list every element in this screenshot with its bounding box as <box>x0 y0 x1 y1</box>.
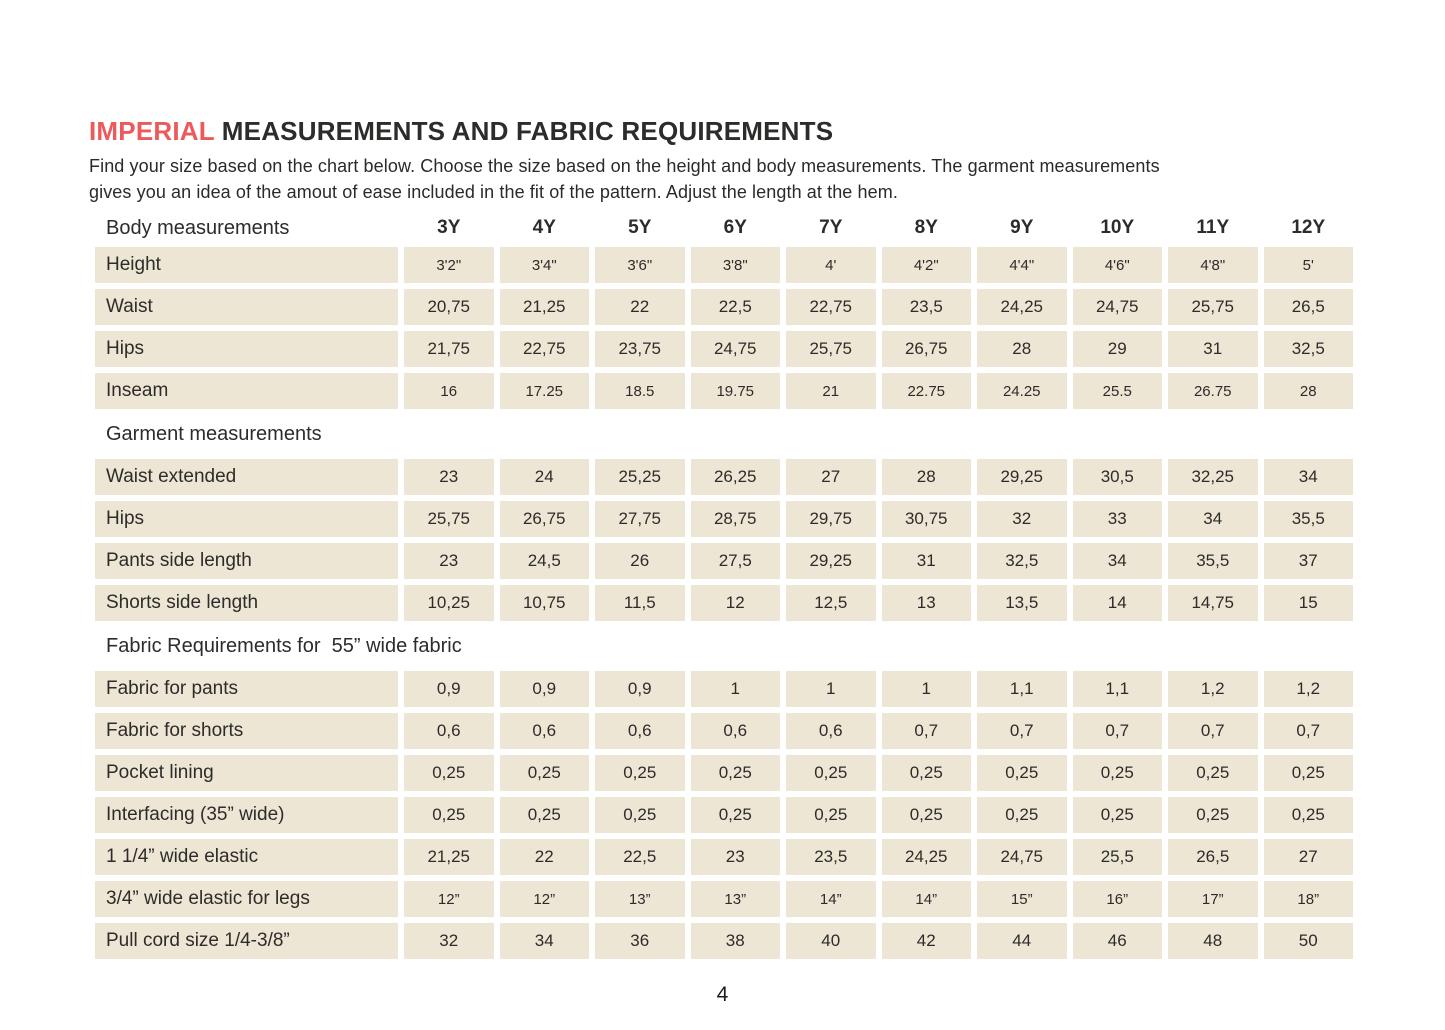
row-label: Fabric for pants <box>95 671 398 707</box>
value-cell: 0,25 <box>1168 797 1258 833</box>
value-cell: 16 <box>404 373 494 409</box>
value-cell: 34 <box>1264 459 1354 495</box>
value-cell: 1 <box>691 671 781 707</box>
value-cell: 1,2 <box>1168 671 1258 707</box>
value-cell: 24,25 <box>882 839 972 875</box>
value-cell: 28 <box>1264 373 1354 409</box>
value-cell: 26.75 <box>1168 373 1258 409</box>
value-cell: 0,25 <box>786 797 876 833</box>
value-cell: 4'2" <box>882 247 972 283</box>
value-cell: 26,75 <box>882 331 972 367</box>
value-cell: 14” <box>882 881 972 917</box>
value-cell: 0,9 <box>500 671 590 707</box>
value-cell: 38 <box>691 923 781 959</box>
value-cell: 5' <box>1264 247 1354 283</box>
value-cell: 50 <box>1264 923 1354 959</box>
value-cell: 0,7 <box>882 713 972 749</box>
value-cell: 12” <box>500 881 590 917</box>
value-cell: 0,25 <box>882 797 972 833</box>
value-cell: 1 <box>882 671 972 707</box>
intro-line-2: gives you an idea of the amout of ease included in the fit of the pattern. Adjust the length at the hem. <box>89 182 898 202</box>
value-cell: 12” <box>404 881 494 917</box>
value-cell: 22,75 <box>500 331 590 367</box>
value-cell: 0,25 <box>882 755 972 791</box>
section-header: Fabric Requirements for 55” wide fabric <box>95 627 1353 665</box>
value-cell: 29,75 <box>786 501 876 537</box>
value-cell: 32 <box>404 923 494 959</box>
row-label: 3/4” wide elastic for legs <box>95 881 398 917</box>
value-cell: 10,75 <box>500 585 590 621</box>
value-cell: 31 <box>1168 331 1258 367</box>
value-cell: 22,5 <box>595 839 685 875</box>
value-cell: 21,75 <box>404 331 494 367</box>
value-cell: 4'6" <box>1073 247 1163 283</box>
value-cell: 4' <box>786 247 876 283</box>
value-cell: 1,2 <box>1264 671 1354 707</box>
size-column-header: 12Y <box>1291 217 1326 238</box>
value-cell: 25,25 <box>595 459 685 495</box>
value-cell: 48 <box>1168 923 1258 959</box>
value-cell: 15 <box>1264 585 1354 621</box>
value-cell: 32,5 <box>977 543 1067 579</box>
value-cell: 14 <box>1073 585 1163 621</box>
value-cell: 17.25 <box>500 373 590 409</box>
row-label: Shorts side length <box>95 585 398 621</box>
value-cell: 30,75 <box>882 501 972 537</box>
value-cell: 0,9 <box>404 671 494 707</box>
value-cell: 28 <box>977 331 1067 367</box>
value-cell: 18” <box>1264 881 1354 917</box>
value-cell: 29 <box>1073 331 1163 367</box>
value-cell: 34 <box>1168 501 1258 537</box>
value-cell: 4'4" <box>977 247 1067 283</box>
value-cell: 12 <box>691 585 781 621</box>
size-column-header: 4Y <box>532 217 556 238</box>
value-cell: 0,9 <box>595 671 685 707</box>
value-cell: 0,25 <box>404 797 494 833</box>
value-cell: 24,75 <box>1073 289 1163 325</box>
value-cell: 23 <box>404 543 494 579</box>
value-cell: 27,75 <box>595 501 685 537</box>
row-label: Interfacing (35” wide) <box>95 797 398 833</box>
value-cell: 0,25 <box>1073 797 1163 833</box>
value-cell: 3'4" <box>500 247 590 283</box>
value-cell: 25.5 <box>1073 373 1163 409</box>
value-cell: 35,5 <box>1264 501 1354 537</box>
value-cell: 0,25 <box>595 797 685 833</box>
value-cell: 0,25 <box>595 755 685 791</box>
value-cell: 35,5 <box>1168 543 1258 579</box>
page-title-rest: MEASUREMENTS AND FABRIC REQUIREMENTS <box>221 116 834 146</box>
value-cell: 32 <box>977 501 1067 537</box>
row-label: Height <box>95 247 398 283</box>
value-cell: 12,5 <box>786 585 876 621</box>
value-cell: 1,1 <box>977 671 1067 707</box>
value-cell: 26,25 <box>691 459 781 495</box>
value-cell: 22.75 <box>882 373 972 409</box>
value-cell: 0,6 <box>404 713 494 749</box>
value-cell: 0,6 <box>786 713 876 749</box>
row-label: Waist <box>95 289 398 325</box>
value-cell: 32,5 <box>1264 331 1354 367</box>
value-cell: 24,75 <box>691 331 781 367</box>
size-column-header: 10Y <box>1100 217 1135 238</box>
value-cell: 29,25 <box>786 543 876 579</box>
value-cell: 40 <box>786 923 876 959</box>
row-label: Fabric for shorts <box>95 713 398 749</box>
value-cell: 25,75 <box>404 501 494 537</box>
value-cell: 34 <box>500 923 590 959</box>
value-cell: 27 <box>1264 839 1354 875</box>
value-cell: 14” <box>786 881 876 917</box>
value-cell: 18.5 <box>595 373 685 409</box>
value-cell: 0,6 <box>691 713 781 749</box>
value-cell: 17” <box>1168 881 1258 917</box>
value-cell: 23,75 <box>595 331 685 367</box>
value-cell: 28,75 <box>691 501 781 537</box>
value-cell: 0,25 <box>404 755 494 791</box>
value-cell: 3'8" <box>691 247 781 283</box>
row-label: Pants side length <box>95 543 398 579</box>
value-cell: 0,25 <box>977 797 1067 833</box>
value-cell: 27 <box>786 459 876 495</box>
value-cell: 23,5 <box>786 839 876 875</box>
value-cell: 46 <box>1073 923 1163 959</box>
value-cell: 22 <box>500 839 590 875</box>
value-cell: 23 <box>404 459 494 495</box>
value-cell: 23,5 <box>882 289 972 325</box>
value-cell: 16” <box>1073 881 1163 917</box>
value-cell: 29,25 <box>977 459 1067 495</box>
value-cell: 25,75 <box>786 331 876 367</box>
value-cell: 13” <box>691 881 781 917</box>
value-cell: 11,5 <box>595 585 685 621</box>
size-column-header: 7Y <box>819 217 843 238</box>
value-cell: 0,25 <box>691 797 781 833</box>
value-cell: 24,75 <box>977 839 1067 875</box>
value-cell: 10,25 <box>404 585 494 621</box>
value-cell: 26,5 <box>1168 839 1258 875</box>
size-column-header: 11Y <box>1196 217 1230 238</box>
value-cell: 27,5 <box>691 543 781 579</box>
value-cell: 36 <box>595 923 685 959</box>
value-cell: 26 <box>595 543 685 579</box>
value-cell: 24 <box>500 459 590 495</box>
value-cell: 0,25 <box>1264 755 1354 791</box>
value-cell: 0,25 <box>977 755 1067 791</box>
intro-text <box>89 153 1445 205</box>
row-label: Pull cord size 1/4-3/8” <box>95 923 398 959</box>
value-cell: 25,75 <box>1168 289 1258 325</box>
value-cell: 22,75 <box>786 289 876 325</box>
row-label: 1 1/4” wide elastic <box>95 839 398 875</box>
intro-line-1: Find your size based on the chart below. Choose the size based on the height and body measurements. The garment measurements <box>89 156 1160 176</box>
value-cell: 26,5 <box>1264 289 1354 325</box>
size-column-header: 3Y <box>437 217 461 238</box>
size-column-header: 9Y <box>1010 217 1034 238</box>
value-cell: 33 <box>1073 501 1163 537</box>
value-cell: 21,25 <box>404 839 494 875</box>
value-cell: 15” <box>977 881 1067 917</box>
value-cell: 0,25 <box>1073 755 1163 791</box>
size-column-header: 8Y <box>914 217 938 238</box>
value-cell: 37 <box>1264 543 1354 579</box>
value-cell: 0,7 <box>1264 713 1354 749</box>
value-cell: 28 <box>882 459 972 495</box>
value-cell: 19.75 <box>691 373 781 409</box>
size-column-header: 5Y <box>628 217 652 238</box>
row-label: Hips <box>95 501 398 537</box>
value-cell: 0,25 <box>500 755 590 791</box>
row-label: Hips <box>95 331 398 367</box>
value-cell: 13 <box>882 585 972 621</box>
value-cell: 31 <box>882 543 972 579</box>
value-cell: 24,5 <box>500 543 590 579</box>
page-title <box>0 0 1445 147</box>
value-cell: 3'6" <box>595 247 685 283</box>
value-cell: 32,25 <box>1168 459 1258 495</box>
value-cell: 13” <box>595 881 685 917</box>
value-cell: 44 <box>977 923 1067 959</box>
value-cell: 13,5 <box>977 585 1067 621</box>
value-cell: 22,5 <box>691 289 781 325</box>
value-cell: 26,75 <box>500 501 590 537</box>
value-cell: 0,25 <box>500 797 590 833</box>
value-cell: 42 <box>882 923 972 959</box>
value-cell: 14,75 <box>1168 585 1258 621</box>
value-cell: 25,5 <box>1073 839 1163 875</box>
value-cell: 21 <box>786 373 876 409</box>
value-cell: 0,25 <box>1264 797 1354 833</box>
value-cell: 20,75 <box>404 289 494 325</box>
value-cell: 3'2" <box>404 247 494 283</box>
value-cell: 0,7 <box>1168 713 1258 749</box>
section-header: Garment measurements <box>95 415 1353 453</box>
size-column-header: 6Y <box>723 217 747 238</box>
value-cell: 0,25 <box>691 755 781 791</box>
value-cell: 1,1 <box>1073 671 1163 707</box>
page-title-accent: IMPERIAL <box>89 116 215 146</box>
value-cell: 1 <box>786 671 876 707</box>
value-cell: 24.25 <box>977 373 1067 409</box>
value-cell: 0,25 <box>1168 755 1258 791</box>
row-label: Waist extended <box>95 459 398 495</box>
measurements-table <box>95 215 1353 959</box>
row-label: Inseam <box>95 373 398 409</box>
value-cell: 23 <box>691 839 781 875</box>
value-cell: 0,25 <box>786 755 876 791</box>
value-cell: 0,7 <box>1073 713 1163 749</box>
value-cell: 0,7 <box>977 713 1067 749</box>
value-cell: 4'8" <box>1168 247 1258 283</box>
row-label: Pocket lining <box>95 755 398 791</box>
value-cell: 22 <box>595 289 685 325</box>
column-group-label: Body measurements <box>106 216 290 239</box>
value-cell: 34 <box>1073 543 1163 579</box>
value-cell: 0,6 <box>595 713 685 749</box>
value-cell: 21,25 <box>500 289 590 325</box>
value-cell: 24,25 <box>977 289 1067 325</box>
page-number: 4 <box>716 983 729 1006</box>
value-cell: 30,5 <box>1073 459 1163 495</box>
value-cell: 0,6 <box>500 713 590 749</box>
